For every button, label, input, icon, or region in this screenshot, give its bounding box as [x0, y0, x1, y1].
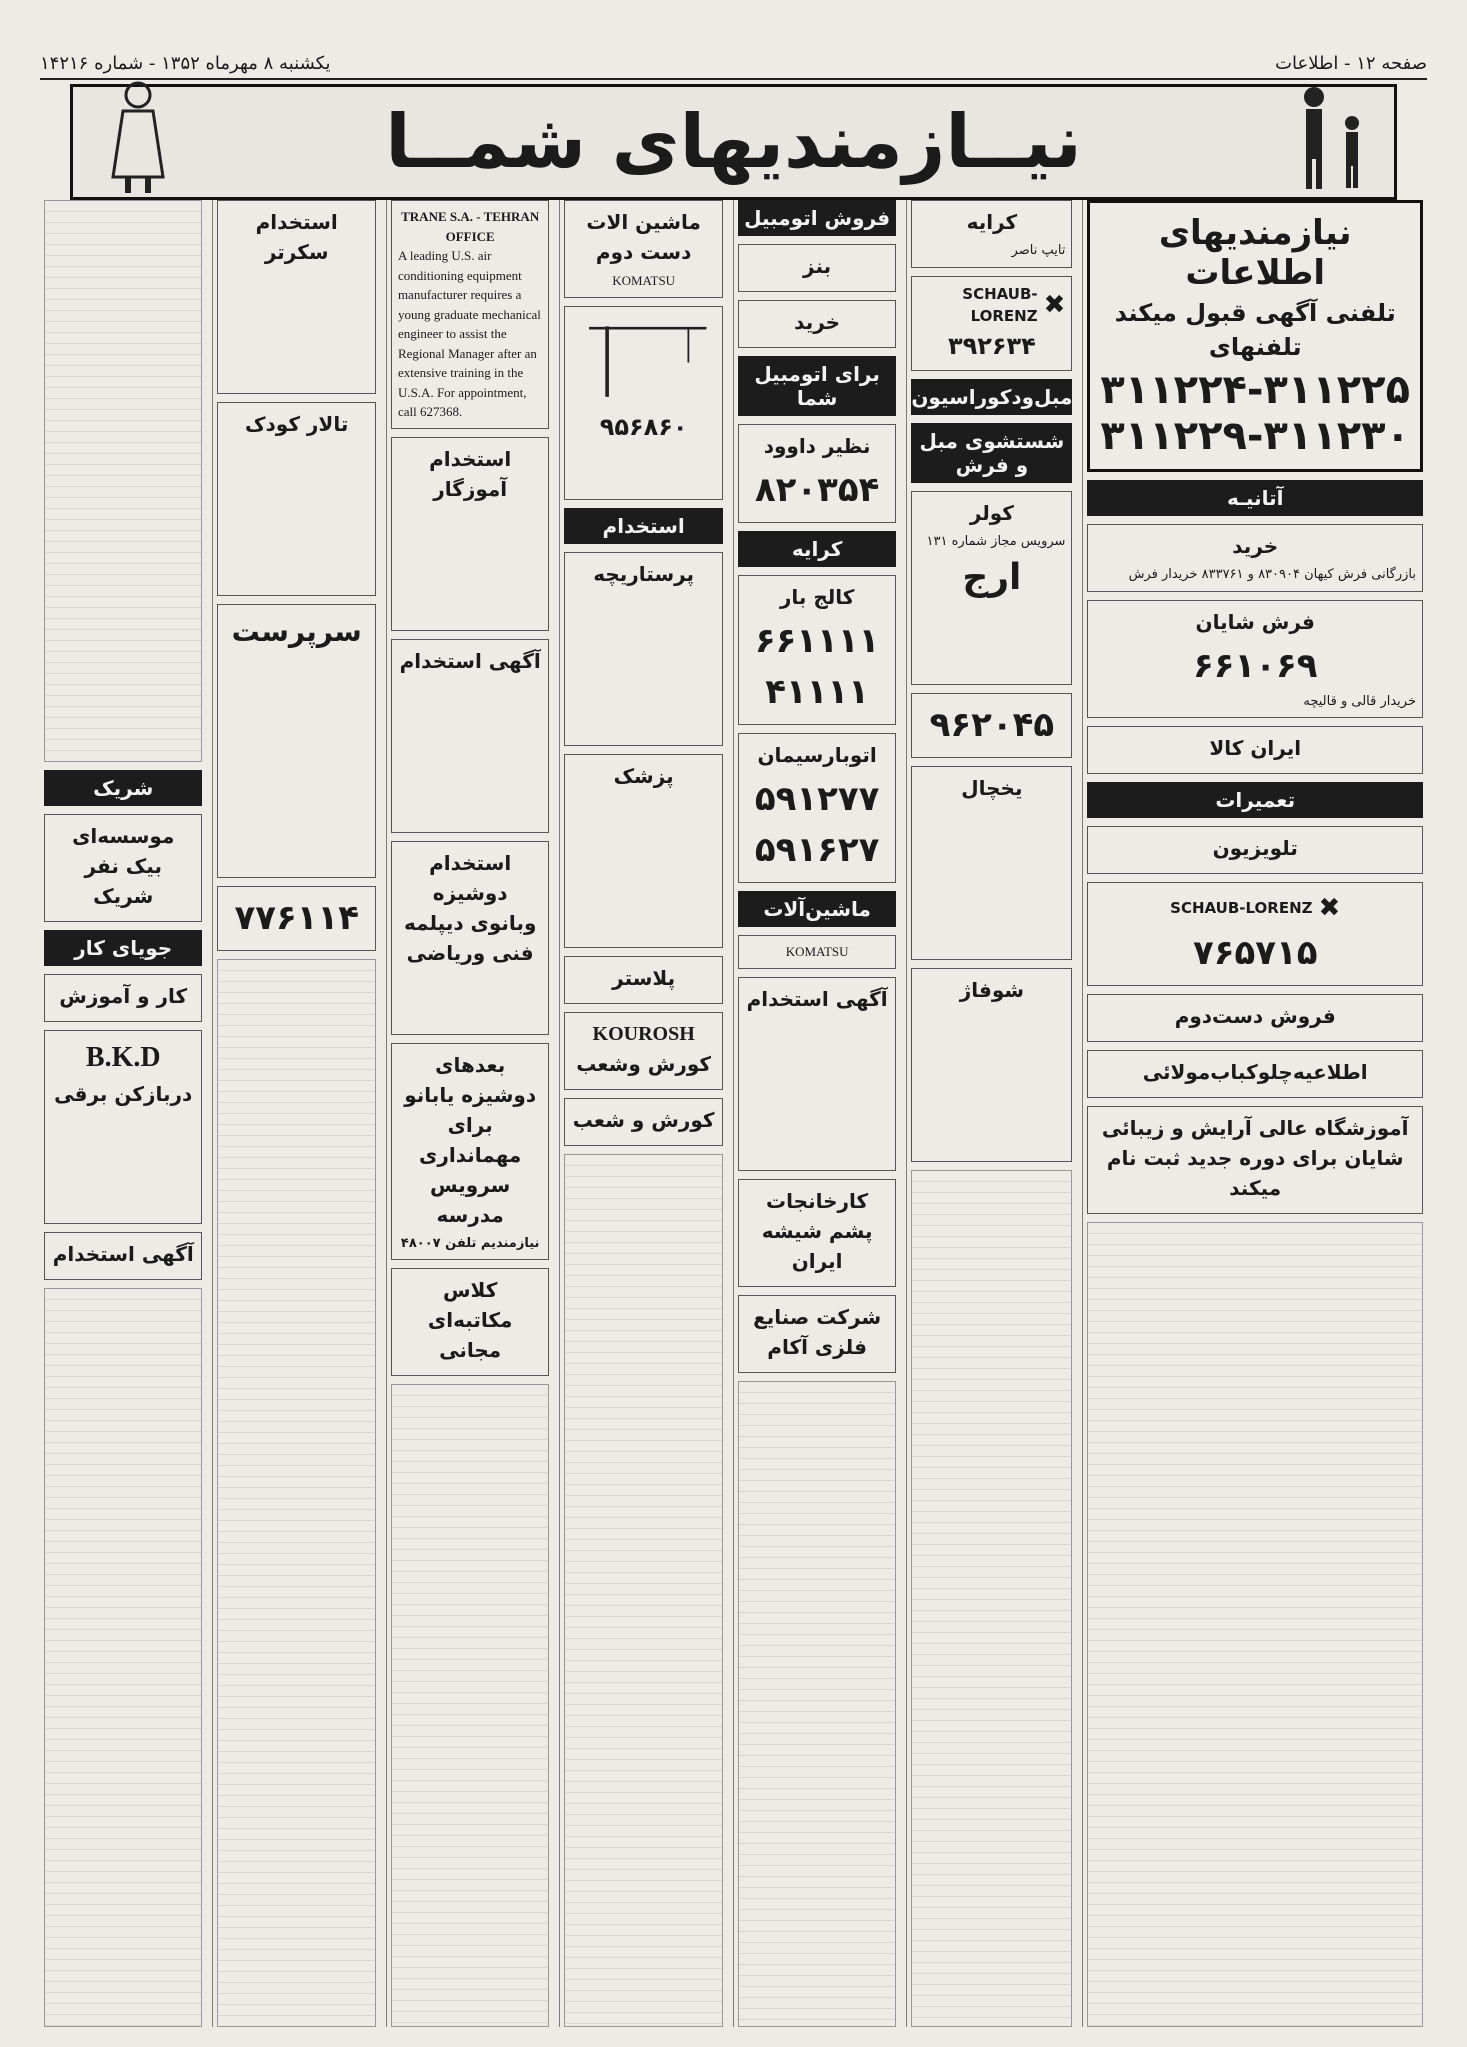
- supervisor-ad: [217, 604, 375, 878]
- family-illustration-icon: [1274, 77, 1384, 197]
- schaub-ad: [1087, 882, 1423, 986]
- schaub-phone-2: ۳۹۲۶۳۴: [947, 331, 1036, 360]
- classified-columns: [40, 200, 1427, 2027]
- shayan-text: خریدار قالی و قالیچه: [1303, 693, 1416, 709]
- classified-text-block: [1087, 1222, 1423, 2027]
- crane-icon: [571, 313, 715, 403]
- irankala-title: ایران کالا: [1209, 736, 1302, 760]
- cooler-title: کولر: [969, 500, 1014, 525]
- column-7: [40, 200, 206, 2027]
- schaub-phone: ۷۶۵۷۱۵: [1192, 933, 1318, 973]
- school-service-phone: نیازمندیم تلفن ۴۸۰۰۷: [400, 1235, 540, 1251]
- masthead: [40, 38, 1427, 80]
- metal-title: شرکت صنایع فلزی آکام: [753, 1304, 882, 1359]
- buy-car-ad: [738, 300, 896, 348]
- phones-label: تلفنهای: [1208, 333, 1302, 361]
- buy-car-title: خرید: [794, 310, 841, 334]
- college-phone: ۶۶۱۱۱۱: [754, 621, 880, 661]
- shayan-phone: ۶۶۱۰۶۹: [1192, 645, 1318, 686]
- employ-ad: [738, 977, 896, 1171]
- diploma-employ-ad: [391, 841, 549, 1035]
- tv-ad: [1087, 826, 1423, 874]
- benz-title: بنز: [803, 254, 832, 278]
- section-header-repairs: تعمیرات: [1087, 782, 1423, 818]
- college-title: کالج بار: [779, 585, 855, 609]
- classified-text-block: [564, 1154, 722, 2028]
- crane-ad: [564, 306, 722, 500]
- irankala-ad: [1087, 726, 1423, 774]
- notice-employ-title: آگهی استخدام: [399, 648, 541, 673]
- trane-ad: [391, 200, 549, 429]
- komatsu-latin: KOMATSU: [785, 944, 849, 959]
- schaub-latin-2: SCHAUB-LORENZ: [962, 284, 1038, 325]
- phone-box-ad: [911, 693, 1072, 758]
- second-hand-ad: [1087, 994, 1423, 1042]
- classified-text-block: [44, 200, 202, 762]
- ad-phone: ۹۶۲۰۴۵: [929, 704, 1055, 745]
- column-2: [906, 200, 1076, 2027]
- buy-title: خرید: [1232, 534, 1279, 558]
- komatsu-used-title: ماشین الات دست دوم: [586, 210, 701, 264]
- metal-ad: [738, 1295, 896, 1373]
- partner-ad: [44, 814, 202, 922]
- college-phone-2: ۴۱۱۱۱: [765, 672, 869, 712]
- glass-title: کارخانجات پشم شیشه ایران: [761, 1188, 873, 1273]
- section-header-partner: شریک: [44, 770, 202, 806]
- schaub-ad-2: [911, 276, 1072, 371]
- tv-title: تلویزیون: [1212, 836, 1298, 860]
- trane-body: A leading U.S. air conditioning equipment manufacturer requires a young graduate mechanical engineer to assist the Regional Manager after an extensive training in the U.S.A. For appointment, call 627368.: [397, 248, 541, 419]
- cooler-ad: [911, 491, 1072, 685]
- benz-ad: [738, 244, 896, 292]
- second-hand-title: فروش دست‌دوم: [1174, 1004, 1336, 1028]
- academy-ad: [1087, 1106, 1423, 1214]
- section-header-machinery: ماشین‌آلات: [738, 891, 896, 927]
- bkd-ad: [44, 1030, 202, 1224]
- car-brand: نظیر داوود: [763, 434, 871, 458]
- kodak-title: تالار کودک: [245, 412, 349, 436]
- page-label: صفحه ۱۲ - اطلاعات: [1275, 53, 1427, 74]
- classified-text-block: [738, 1381, 896, 2028]
- main-phone-1: ۳۱۱۲۲۴-۳۱۱۲۲۵: [1100, 367, 1410, 413]
- classified-text-block: [911, 1170, 1072, 2028]
- section-header-atanie: آتانیـه: [1087, 480, 1423, 516]
- college-ad: [738, 575, 896, 725]
- employ-title: آگهی استخدام: [746, 986, 888, 1011]
- arj-text: سرویس مجاز شماره ۱۳۱: [926, 533, 1066, 549]
- heater-title: شوفاژ: [959, 977, 1025, 1002]
- column-6: [212, 200, 379, 2027]
- buy-text: بازرگانی فرش کیهان ۸۳۰۹۰۴ و ۸۳۳۷۶۱ خریدار فرش: [1128, 567, 1416, 582]
- phone-ad: [217, 886, 375, 951]
- section-header-furniture: مبل‌ودکوراسیون: [911, 379, 1072, 415]
- notice-employ-ad: [391, 639, 549, 833]
- class-ad: [391, 1268, 549, 1376]
- glass-ad: [738, 1179, 896, 1287]
- bkd-latin: B.K.D: [85, 1042, 161, 1073]
- school-service-ad: [391, 1043, 549, 1261]
- doctor-title: پزشک: [613, 763, 674, 788]
- classified-text-block: [391, 1384, 549, 2027]
- class-title: کلاس مکاتبه‌ای مجانی: [427, 1278, 513, 1362]
- schaub-logo-icon: ✖: [1043, 289, 1066, 320]
- teacher-ad: [391, 437, 549, 631]
- arj-title: ارج: [962, 557, 1022, 598]
- diploma-employ-title: استخدام دوشیزه وبانوی دیپلمه فنی وریاضی: [403, 850, 537, 965]
- main-title: نیازمندیهای اطلاعات: [1158, 213, 1352, 293]
- fridge-title: یخچال: [961, 775, 1023, 800]
- shayan-ad: [1087, 600, 1423, 719]
- kourosh-title-2: کورش و شعب: [572, 1107, 715, 1132]
- column-3: [733, 200, 900, 2027]
- fridge-ad: [911, 766, 1072, 960]
- nurse-title: پرستاریچه: [593, 561, 695, 586]
- buy-ad: [1087, 524, 1423, 592]
- issue-date: یکشنبه ۸ مهرماه ۱۳۵۲ - شماره ۱۴۲۱۶: [40, 53, 331, 74]
- employ-notice-ad: [44, 1232, 202, 1280]
- car-teach-title: کار و آموزش: [59, 984, 188, 1008]
- bkd-title: دربازکن برقی: [54, 1082, 193, 1106]
- kourosh-latin: KOUROSH: [592, 1022, 695, 1045]
- rent-ad: [911, 200, 1072, 268]
- autobar-ad: [738, 733, 896, 883]
- section-header-rent: کرایه: [738, 531, 896, 567]
- section-header-job-seeker: جویای کار: [44, 930, 202, 966]
- kourosh-ad: [564, 1012, 722, 1090]
- column-1: [1082, 200, 1427, 2027]
- kourosh-title: کورش وشعب: [576, 1051, 712, 1076]
- heater-ad: [911, 968, 1072, 1162]
- crane-phone: ۹۵۶۸۶۰: [599, 413, 688, 441]
- banner-title: نیــازمندیهای شمــا: [385, 99, 1082, 185]
- section-header-washing: شستشوی مبل و فرش: [911, 423, 1072, 483]
- classified-text-block: [44, 1288, 202, 2027]
- komatsu-used-ad: [564, 200, 722, 298]
- academy-title: آموزشگاه عالی آرایش و زیبائی شایان برای دوره جدید ثبت نام میکند: [1101, 1116, 1409, 1200]
- notice-title: اطلاعیه‌چلوکباب‌مولائی: [1142, 1060, 1368, 1084]
- shayan-title: فرش شایان: [1195, 609, 1315, 634]
- main-subtitle: تلفنی آگهی قبول میکند: [1114, 299, 1396, 327]
- komatsu-ad: [738, 935, 896, 969]
- classified-text-block: [217, 959, 375, 2027]
- kourosh-ad-2: [564, 1098, 722, 1146]
- section-header-car-sale: فروش اتومبیل: [738, 200, 896, 236]
- car-teach-ad: [44, 974, 202, 1022]
- komatsu-used-latin: KOMATSU: [612, 273, 676, 288]
- supervisor-title: سرپرست: [231, 615, 362, 648]
- plaster-title: پلاستر: [612, 965, 676, 990]
- autobar-title: اتوبارسیمان: [757, 743, 877, 767]
- kodak-ad: [217, 402, 375, 596]
- autobar-phone-2: ۵۹۱۶۲۷: [754, 830, 880, 870]
- rent-title: کرایه: [966, 210, 1018, 234]
- section-header-for-car: برای اتومبیل شما: [738, 356, 896, 416]
- woman-illustration-icon: [83, 77, 193, 197]
- main-phone-2: ۳۱۱۲۲۹-۳۱۱۲۳۰: [1100, 413, 1410, 459]
- plaster-ad: [564, 956, 722, 1004]
- doctor-ad: [564, 754, 722, 948]
- notice-ad: [1087, 1050, 1423, 1098]
- schaub-latin: SCHAUB-LORENZ: [1170, 899, 1313, 918]
- nurse-ad: [564, 552, 722, 746]
- teacher-title: استخدام آموزگار: [429, 446, 512, 501]
- section-banner: [70, 84, 1397, 200]
- trane-title: TRANE S.A. - TEHRAN OFFICE: [401, 209, 540, 244]
- partner-title: موسسه‌ای بیک نفر شریک: [72, 824, 175, 908]
- schaub-logo-icon: ✖: [1318, 893, 1341, 923]
- car-brand-ad: [738, 424, 896, 523]
- school-service-title: بعدهای دوشیزه یابانو برای مهمانداری سرویس مدرسه: [404, 1052, 537, 1227]
- secretary-ad: [217, 200, 375, 394]
- tape-name: تایپ ناصر: [1011, 243, 1066, 258]
- secretary-title: استخدام سکرتر: [255, 210, 338, 264]
- employ-notice-title: آگهی استخدام: [52, 1242, 194, 1266]
- main-contact-box: [1087, 200, 1423, 472]
- phone-ad-number: ۷۷۶۱۱۴: [234, 898, 359, 938]
- column-4: [559, 200, 726, 2027]
- car-phone: ۸۲۰۳۵۴: [754, 470, 880, 510]
- section-header-employment: استخدام: [564, 508, 722, 544]
- column-5: [386, 200, 553, 2027]
- autobar-phone: ۵۹۱۲۷۷: [754, 779, 880, 819]
